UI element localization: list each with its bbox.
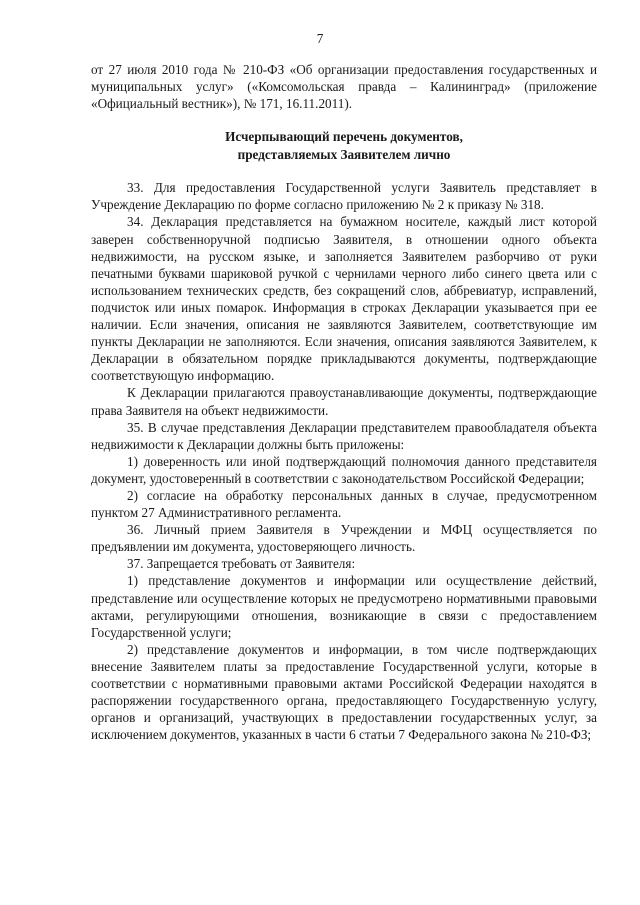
list-item-37-2: 2) представление документов и информации, в том числе подтверждающих внесение Заявителем платы за предоставление Государственной услуги, которые в соответствии с нормативными правовыми актами Российской Федерации находятся в распоряжении государственного органа, предоставляющего Государственную услугу, органов и организаций, участвующих в предоставлении государственных услуг, за исключением документов, указанных в части 6 статьи 7 Федерального закона № 210-ФЗ;	[91, 641, 597, 743]
list-item-35-1: 1) доверенность или иной подтверждающий полномочия данного представителя документ, удостоверенный в соответствии с законодательством Российской Федерации;	[91, 453, 597, 486]
paragraph-34: 34. Декларация представляется на бумажном носителе, каждый лист которой заверен собственноручной подписью Заявителя, в отношении одного объекта недвижимости, на русском языке, и заполняется Заявителем разборчиво от руки печатными буквами шариковой ручкой с чернилами черного либо синего цвета или с использованием технических средств, без сокращений слов, аббревиатур, исправлений, подчисток или иных помарок. Информация в строках Декларации указывается при ее наличии. Если значения, описания не заявляются Заявителем, соответствующие им пункты Декларации не заполняются. Если значения, описания заявляются Заявителем, к Декларации в обязательном порядке прикладываются документы, подтверждающие соответствующую информацию.	[91, 214, 597, 384]
paragraph-35: 35. В случае представления Декларации представителем правообладателя объекта недвижимости к Декларации должны быть приложены:	[91, 419, 597, 452]
document-body	[91, 61, 597, 743]
list-item-35-2: 2) согласие на обработку персональных данных в случае, предусмотренном пунктом 27 Административного регламента.	[91, 487, 597, 521]
page-number: 7	[316, 31, 324, 46]
intro-paragraph: от 27 июля 2010 года № 210-ФЗ «Об организации предоставления государственных и муниципальных услуг» («Комсомольская правда – Калининград» (приложение «Официальный вестник»), № 171, 16.11.2011).	[91, 62, 597, 112]
section-heading-line-1: Исчерпывающий перечень документов,	[225, 129, 463, 145]
paragraph-33: 33. Для предоставления Государственной услуги Заявитель представляет в Учреждение Декларацию по форме согласно приложению № 2 к приказу № 318.	[91, 180, 597, 213]
paragraph-37: 37. Запрещается требовать от Заявителя:	[127, 556, 356, 572]
paragraph-36: 36. Личный прием Заявителя в Учреждении и МФЦ осуществляется по предъявлении им документа, удостоверяющего личность.	[91, 522, 597, 555]
section-heading-line-2: представляемых Заявителем лично	[237, 146, 451, 162]
section-heading	[91, 128, 597, 163]
list-item-37-1: 1) представление документов и информации или осуществление действий, представление или осуществление которых не предусмотрено нормативными правовыми актами, регулирующими отношения, возникающие в связи с предоставлением Государственной услуги;	[91, 573, 597, 640]
paragraph-attachments: К Декларации прилагаются правоустанавливающие документы, подтверждающие права Заявителя на объект недвижимости.	[91, 385, 597, 418]
